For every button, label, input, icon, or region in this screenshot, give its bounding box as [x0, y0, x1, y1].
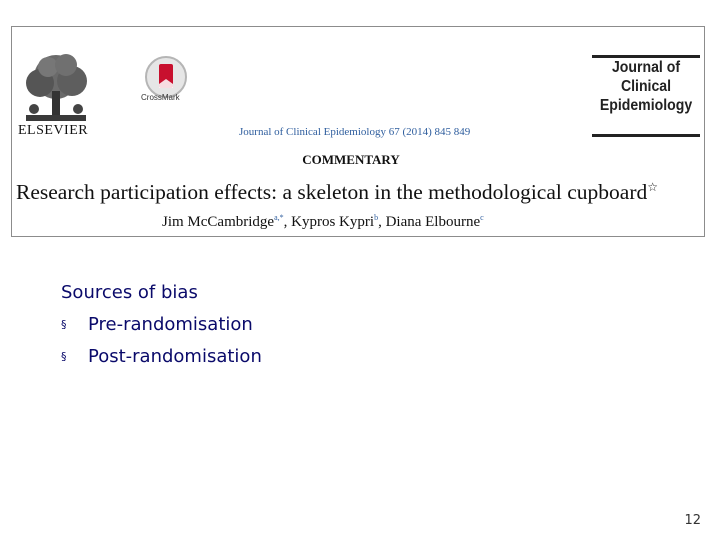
- bullet-icon: §: [61, 318, 67, 331]
- article-section: COMMENTARY: [302, 152, 400, 167]
- bias-heading: Sources of bias: [61, 282, 198, 303]
- paper-header-image: [11, 26, 705, 237]
- author-affiliation[interactable]: b: [374, 213, 379, 222]
- list-item: [61, 341, 262, 373]
- author-affiliation[interactable]: c: [480, 213, 484, 222]
- author-separator: ,: [378, 214, 386, 230]
- author-name: Diana Elbourne: [385, 214, 481, 230]
- title-footnote-mark: ☆: [647, 180, 659, 194]
- journal-citation[interactable]: Journal of Clinical Epidemiology 67 (2014) 845 849: [239, 126, 471, 138]
- author-name: Kypros Kypri: [291, 214, 375, 230]
- bullet-icon: §: [61, 350, 67, 363]
- author-affiliation[interactable]: a,*: [274, 213, 284, 222]
- slide-body: [61, 277, 262, 373]
- author-list: [162, 213, 484, 231]
- paper-title-text: Research participation effects: a skeleton in the methodological cupboard: [16, 180, 648, 205]
- journal-logo: [592, 55, 700, 137]
- author-name: Jim McCambridge: [162, 214, 275, 230]
- journal-logo-line: Journal of: [611, 59, 681, 76]
- list-item-label: Post-randomisation: [88, 346, 262, 367]
- page-number: 12: [684, 513, 701, 528]
- paper-title: [16, 180, 658, 205]
- crossmark-label: CrossMark: [141, 93, 180, 102]
- list-item: [61, 309, 262, 341]
- publisher-name: ELSEVIER: [18, 123, 89, 138]
- list-item-label: Pre-randomisation: [88, 314, 253, 335]
- journal-logo-line: Clinical: [620, 78, 672, 95]
- author-separator: ,: [283, 214, 292, 230]
- journal-logo-line: Epidemiology: [599, 97, 693, 114]
